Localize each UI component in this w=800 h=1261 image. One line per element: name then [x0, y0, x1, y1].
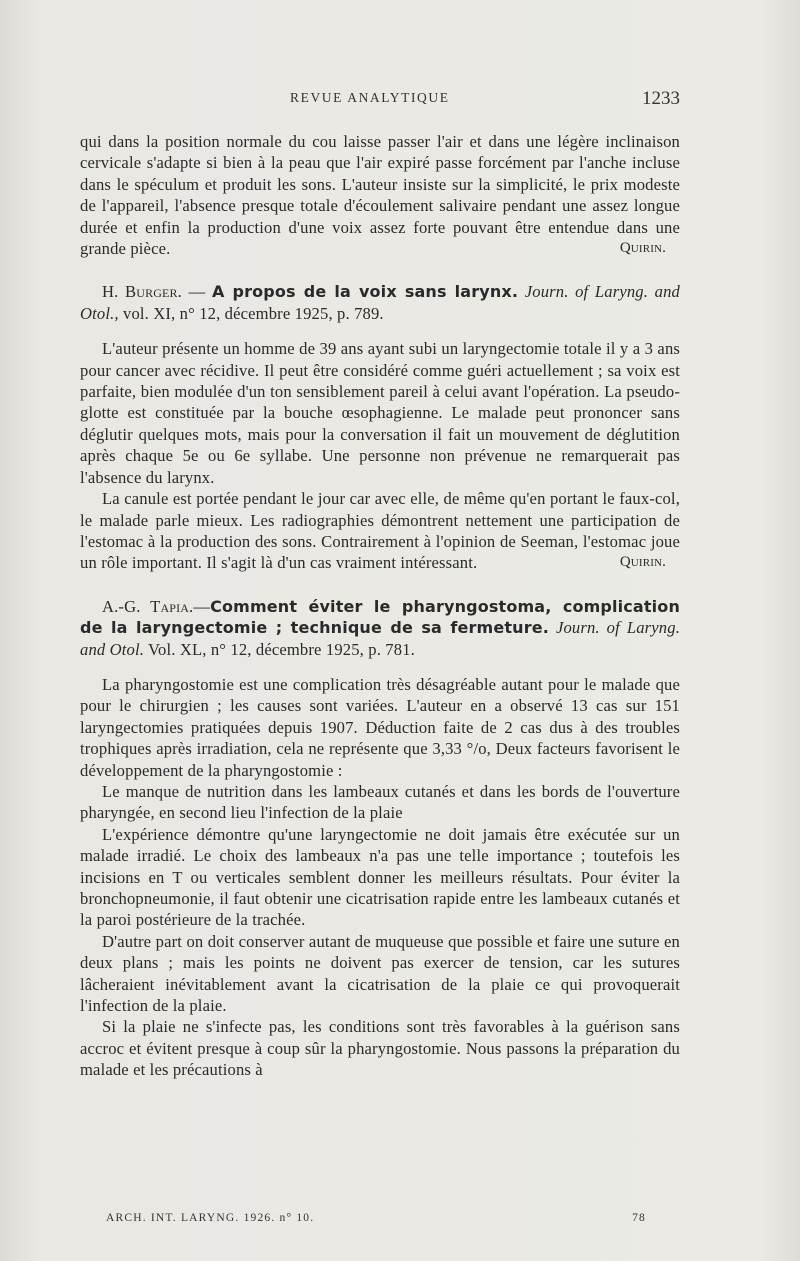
reference-details: vol. XI, n° 12, décembre 1925, p. 789. [118, 303, 384, 323]
reference-burger [80, 281, 680, 324]
signature-quirin-1: Quirin. [619, 240, 666, 257]
page-number: 1233 [642, 88, 680, 109]
paragraph-1-text: qui dans la position normale du cou laisse passer l'air et dans une légère inclinaison cervicale s'adapte si bien à la peau que l'air expiré passe forcément par l'anche incluse dans le spéculum et produit les sons. L'auteur insiste sur la simplicité, le prix modeste de l'appareil, l'absence presque totale d'écoulement salivaire pendant une assez longue durée et enfin la production d'une voix assez forte pouvant être entendue dans une grande pièce. [80, 132, 680, 259]
paragraph-4: La pharyngostomie est une complication très désagréable autant pour le malade que pour le chirurgien ; les causes sont variées. L'auteur en a observé 13 cas sur 151 laryngectomies pratiquées depuis 1907. Déduction faite de 2 cas dus à des troubles trophiques après irradiation, cela ne représente que 3,33 °/o, Deux facteurs favorisent le développement de la pharyngostomie : [80, 674, 680, 780]
running-head: REVUE ANALYTIQUE [290, 90, 450, 105]
reference-author: H. Burger. [102, 282, 182, 302]
footer-sheet-number: 78 [632, 1212, 646, 1224]
paragraph-7: D'autre part on doit conserver autant de muqueuse que possible et faire une suture en deux plans ; mais les points ne doivent pas exercer de tension, car les sutures lâcheraient inévitablement avant la cicatrisation de la plaie ce qui provoquerait l'infection de la plaie. [80, 931, 680, 1016]
reference-title: A propos de la voix sans larynx. [211, 282, 519, 302]
page-header [80, 90, 680, 114]
signature-quirin-2: Quirin. [619, 554, 666, 571]
footer-journal: ARCH. INT. LARYNG. 1926. n° 10. [106, 1212, 315, 1224]
reference-author: A.-G. Tapia. [102, 596, 194, 616]
paragraph-3-text: La canule est portée pendant le jour car avec elle, de même qu'en portant le faux-col, le malade parle mieux. Les radiographies démontrent nettement une participation de l'estomac à la production des sons. Contrairement à l'opinion de Seeman, l'estomac joue un rôle important. Il s'agit là d'un cas vraiment intéressant. [80, 489, 680, 573]
page-footer [106, 1212, 646, 1224]
paragraph-2: L'auteur présente un homme de 39 ans ayant subi un laryngectomie totale il y a 3 ans pour cancer avec récidive. Il peut être considéré comme guéri actuellement ; sa voix est parfaite, bien modulée d'un ton sensiblement pareil à celui avant l'opération. La pseudo-glotte est constituée par la bouche œsophagienne. Le malade peut prononcer sans déglutir quelques mots, mais pour la conversation il fait un mouvement de déglutition après chaque 5e ou 6e syllabe. Une personne non prévenue ne remarquerait pas l'absence du larynx. [80, 339, 680, 487]
article-body [80, 131, 680, 1081]
paragraph-3 [80, 488, 680, 574]
paragraph-6: L'expérience démontre qu'une laryngectomie ne doit jamais être exécutée sur un malade irradié. Le choix des lambeaux n'a pas une telle importance ; toutefois les incisions en T ou verticales semblent donner les meilleurs résultats. Pour éviter la bronchopneumonie, il faut obtenir une cicatrisation rapide entre les lambeaux cutanés et la paroi postérieure de la trachée. [80, 824, 680, 930]
reference-title: Comment éviter le pharyngostoma, complication de la laryngectomie ; technique de sa fermeture. [80, 596, 680, 638]
reference-dash: — [193, 596, 211, 616]
reference-details: Vol. XL, n° 12, décembre 1925, p. 781. [144, 639, 415, 659]
paragraph-1 [80, 131, 680, 259]
reference-tapia [80, 596, 680, 660]
paragraph-5: Le manque de nutrition dans les lambeaux cutanés et dans les bords de l'ouverture pharyngée, en second lieu l'infection de la plaie [80, 781, 680, 823]
reference-journal: Journ. of Laryng. and Otol. [80, 618, 680, 659]
reference-dash: — [181, 282, 212, 302]
paragraph-8: Si la plaie ne s'infecte pas, les conditions sont très favorables à la guérison sans accroc et évitent presque à coup sûr la pharyngostomie. Nous passons la préparation du malade et les précautions à [80, 1017, 680, 1080]
reference-journal: Journ. of Laryng. and Otol., [80, 282, 680, 323]
